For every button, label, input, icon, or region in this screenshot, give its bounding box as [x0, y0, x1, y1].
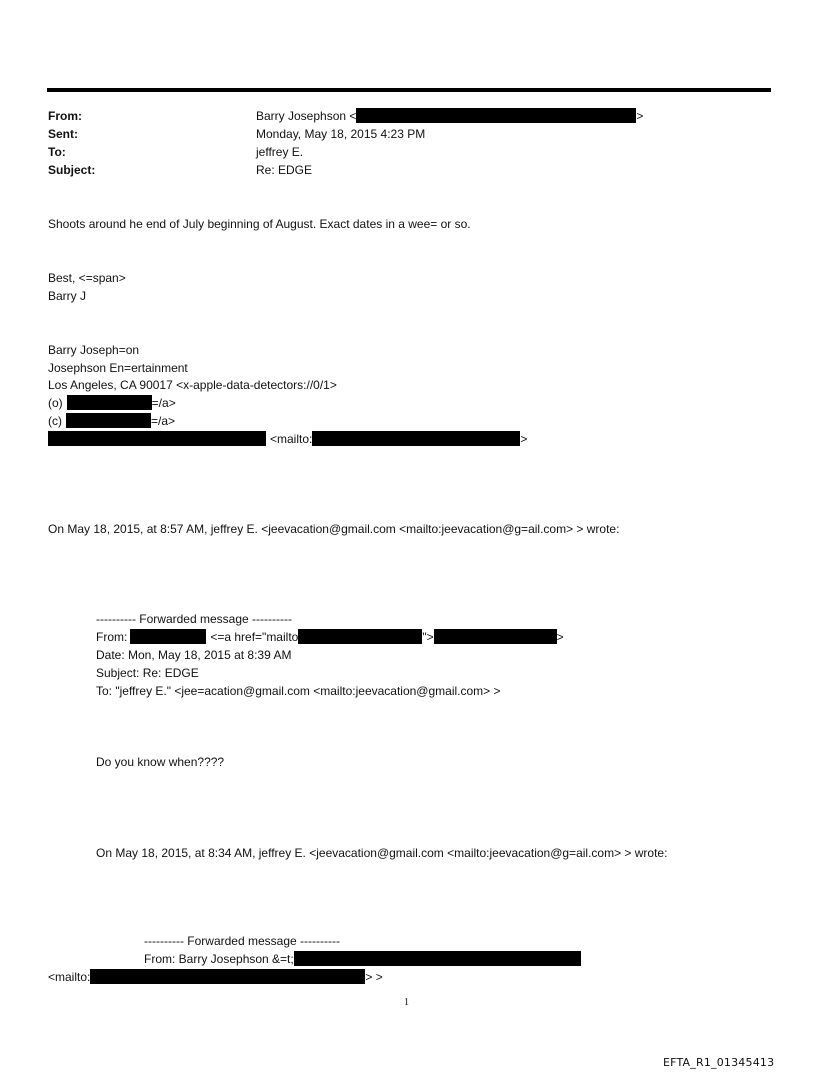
signature-address: Los Angeles, CA 90017 <x-apple-data-detectors://0/1> [48, 378, 337, 392]
signature-name: Barry Joseph=on [48, 343, 140, 357]
redaction-box [312, 431, 520, 446]
to-value: jeffrey E. [256, 145, 304, 159]
signature-office [48, 395, 176, 411]
quote-intro-1: On May 18, 2015, at 8:57 AM, jeffrey E. <jeevacation@gmail.com <mailto:jeevacation@g=ail.com> > wrote: [48, 522, 620, 536]
forward-from-prefix: From: [96, 630, 128, 644]
forward-from-quote: "> [422, 630, 434, 644]
signature-company: Josephson En=ertainment [48, 361, 188, 375]
bates-number: EFTA_R1_01345413 [663, 1056, 775, 1069]
redaction-box [66, 413, 151, 428]
forward2-mailto-prefix: <mailto: [48, 970, 91, 984]
redaction-box [356, 108, 636, 123]
redaction-box [434, 629, 557, 644]
subject-value: Re: EDGE [256, 163, 313, 177]
body-line: Shoots around he end of July beginning of August. Exact dates in a wee= or so. [48, 217, 471, 231]
from-name: Barry Josephson < [256, 109, 357, 123]
forward-from-mid: <=a href="mailto [210, 630, 299, 644]
office-suffix: =/a> [151, 396, 176, 410]
forward-question: Do you know when???? [96, 755, 225, 769]
forward-from-2 [144, 951, 581, 967]
redaction-box [130, 629, 206, 644]
forward2-mailto [48, 969, 383, 985]
closing-best: Best, <=span> [48, 271, 126, 285]
from-value [256, 108, 643, 124]
quote-intro-2: On May 18, 2015, at 8:34 AM, jeffrey E. <jeevacation@gmail.com <mailto:jeevacation@g=ail.com> > wrote: [96, 846, 668, 860]
forward-from-1 [96, 629, 564, 645]
redaction-box [67, 395, 152, 410]
cell-suffix: =/a> [151, 414, 176, 428]
forward-to-1: To: "jeffrey E." <jee=acation@gmail.com <mailto:jeevacation@gmail.com> > [96, 684, 501, 698]
forward-header-2: ---------- Forwarded message ---------- [144, 934, 340, 948]
forward2-from-prefix: From: Barry Josephson &=t; [144, 952, 294, 966]
subject-label: Subject: [48, 163, 96, 177]
redaction-box [48, 431, 266, 446]
closing-name: Barry J [48, 289, 87, 303]
signature-cell [48, 413, 175, 429]
office-prefix: (o) [48, 396, 63, 410]
sent-value: Monday, May 18, 2015 4:23 PM [256, 127, 426, 141]
page-number: 1 [404, 997, 409, 1008]
forward-subject-1: Subject: Re: EDGE [96, 666, 199, 680]
mailto-suffix: > [520, 432, 528, 446]
cell-prefix: (c) [48, 414, 62, 428]
mailto-prefix: <mailto: [270, 432, 313, 446]
header-rule [47, 88, 771, 92]
redaction-box [294, 951, 581, 966]
forward-from-end: > [556, 630, 564, 644]
redaction-box [90, 969, 365, 984]
redaction-box [298, 629, 422, 644]
forward-date-1: Date: Mon, May 18, 2015 at 8:39 AM [96, 648, 292, 662]
from-close: > [636, 109, 644, 123]
forward-header-1: ---------- Forwarded message ---------- [96, 612, 292, 626]
to-label: To: [48, 145, 66, 159]
signature-email [48, 431, 527, 447]
from-label: From: [48, 109, 82, 123]
forward2-mailto-suffix: > > [365, 970, 383, 984]
sent-label: Sent: [48, 127, 78, 141]
